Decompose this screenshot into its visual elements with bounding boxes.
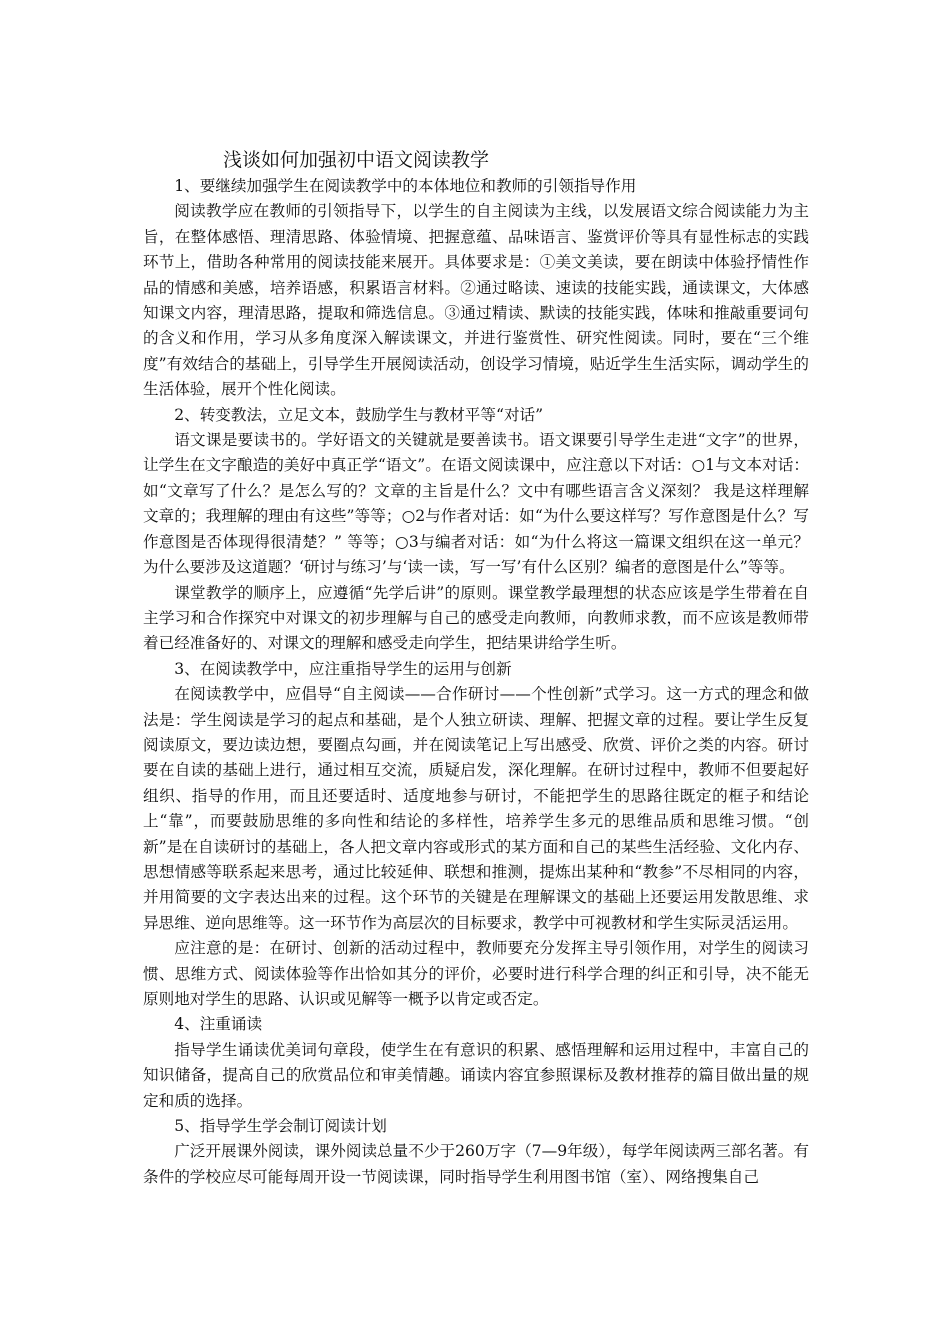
paragraph: 在阅读教学中，应倡导“自主阅读——合作研讨——个性创新”式学习。这一方式的理念和做法是：学生阅读是学习的起点和基础，是个人独立研读、理解、把握文章的过程。要让学生反复阅读原文，要边读边想，要圈点勾画，并在阅读笔记上写出感受、欣赏、评价之类的内容。研讨要在自读的基础上进行，通过相互交流，质疑启发，深化理解。在研讨过程中，教师不但要起好组织、指导的作用，而且还要适时、适度地参与研讨，不能把学生的思路往既定的框子和结论上“靠”，而要鼓励思维的多向性和结论的多样性，培养学生多元的思维品质和思维习惯。“创新”是在自读研讨的基础上，各人把文章内容或形式的某方面和自己的某些生活经验、文化内存、思想情感等联系起来思考，通过比较延伸、联想和推测，提炼出某种和“教参”不尽相同的内容，并用简要的文字表达出来的过程。这个环节的关键是在理解课文的基础上还要运用发散思维、求异思维、逆向思维等。这一环节作为高层次的目标要求，教学中可视教材和学生实际灵活运用。 [143, 685, 809, 932]
paragraph: 应注意的是：在研讨、创新的活动过程中，教师要充分发挥主导引领作用，对学生的阅读习惯、思维方式、阅读体验等作出恰如其分的评价，必要时进行科学合理的纠正和引导，决不能无原则地对学生的思路、认识或见解等一概予以肯定或否定。 [143, 939, 809, 1008]
section-heading: 5、指导学生学会制订阅读计划 [174, 1117, 387, 1136]
paragraph: 阅读教学应在教师的引领指导下，以学生的自主阅读为主线，以发展语文综合阅读能力为主旨，在整体感悟、理清思路、体验情境、把握意蕴、品味语言、鉴赏评价等具有显性标志的实践环节上，借助各种常用的阅读技能来展开。具体要求是：①美文美读，要在朗读中体验抒情性作品的情感和美感，培养语感，积累语言材料。②通过略读、速读的技能实践，通读课文，大体感知课文内容，理清思路，提取和筛选信息。③通过精读、默读的技能实践，体味和推敲重要词句的含义和作用，学习从多角度深入解读课文，并进行鉴赏性、研究性阅读。同时，要在“三个维度”有效结合的基础上，引导学生开展阅读活动，创设学习情境，贴近学生生活实际，调动学生的生活体验，展开个性化阅读。 [143, 202, 809, 399]
paragraph: 课堂教学的顺序上，应遵循“先学后讲”的原则。课堂教学最理想的状态应该是学生带着在自主学习和合作探究中对课文的初步理解与自己的感受走向教师，向教师求教，而不应该是教师带着已经准备好的、对课文的理解和感受走向学生，把结果讲给学生听。 [143, 583, 809, 653]
document-title: 浅谈如何加强初中语文阅读教学 [223, 149, 490, 171]
section-heading: 1、要继续加强学生在阅读教学中的本体地位和教师的引领指导作用 [174, 177, 637, 195]
paragraph: 广泛开展课外阅读，课外阅读总量不少于260万字（7—9年级），每学年阅读两三部名著。有条件的学校应尽可能每周开设一节阅读课，同时指导学生利用图书馆（室）、网络搜集自己 [143, 1142, 809, 1186]
section-heading: 3、在阅读教学中，应注重指导学生的运用与创新 [174, 659, 512, 678]
paragraph: 指导学生诵读优美词句章段，使学生在有意识的积累、感悟理解和运用过程中，丰富自己的知识储备，提高自己的欣赏品位和审美情趣。诵读内容宜参照课标及教材推荐的篇目做出量的规定和质的选择。 [143, 1040, 809, 1110]
document-page [143, 146, 809, 1190]
section-heading: 2、转变教法，立足文本，鼓励学生与教材平等“对话” [174, 405, 544, 424]
section-heading: 4、注重诵读 [174, 1015, 263, 1034]
paragraph: 语文课是要读书的。学好语文的关键就是要善读书。语文课要引导学生走进“文字”的世界，让学生在文字酿造的美好中真正学“语文”。在语文阅读课中，应注意以下对话：○1与文本对话：如“文章写了什么？是怎么写的？文章的主旨是什么？文中有哪些语言含义深刻？ 我是这样理解文章的；我理解的理由有这些”等等；○2与作者对话：如“为什么要这样写？写作意图是什么？写作意图是否体现得很清楚？” 等等；○3与编者对话：如“为什么将这一篇课文组织在这一单元？为什么要涉及这道题？‘研讨与练习’与‘读一读，写一写’有什么区别？编者的意图是什么”等等。 [143, 431, 809, 577]
